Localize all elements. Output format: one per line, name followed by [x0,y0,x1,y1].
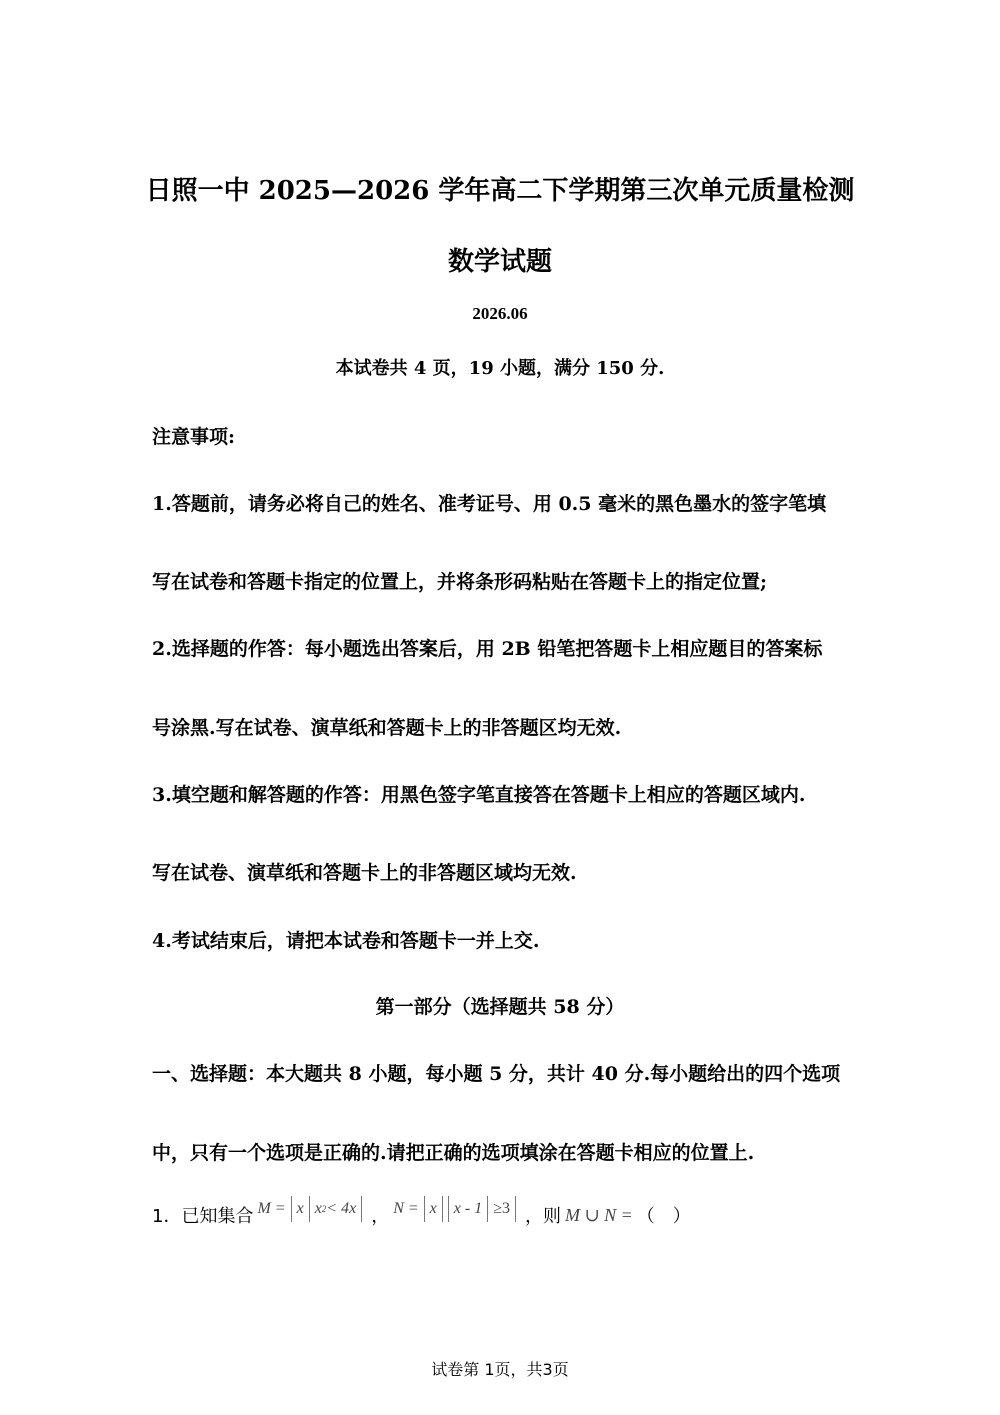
set-m-rest: < 4x [326,1200,357,1217]
set-m-expression [257,1196,367,1222]
divider [309,1196,310,1222]
answer-paren: （ ） [636,1206,691,1227]
set-m-var: x [296,1200,304,1217]
brace-right [515,1196,516,1222]
notice-line: 2.选择题的作答：每小题选出答案后，用 2B 铅笔把答题卡上相应题目的答案标 [152,638,823,660]
set-n-rest: ≥3 [493,1200,510,1217]
notice-line: 写在试卷和答题卡指定的位置上，并将条形码粘贴在答题卡上的指定位置; [152,571,768,593]
exam-title: 日照一中 2025—2026 学年高二下学期第三次单元质量检测 [145,176,855,206]
divider [442,1196,443,1222]
exam-subtitle: 数学试题 [447,247,552,277]
union-expression: M ∪ N = [565,1204,633,1225]
brace-left [291,1196,292,1222]
brace-left [424,1196,425,1222]
exam-info: 本试卷共 4 页，19 小题，满分 150 分. [335,358,665,379]
set-m-label: M = [257,1200,286,1217]
set-m-condition: x [314,1200,322,1217]
question-1-prefix: 1．已知集合 [152,1206,254,1227]
set-n-expression [393,1196,521,1222]
question-1 [152,1202,691,1228]
question-1-then: ，则 [525,1206,561,1227]
notice-line: 3.填空题和解答题的作答：用黑色签字笔直接答在答题卡上相应的答题区域内. [152,784,806,806]
set-m-exponent: 2 [321,1204,327,1214]
abs-left [448,1196,449,1222]
separator: ， [371,1206,390,1227]
brace-right [361,1196,362,1222]
part1-heading: 第一部分（选择题共 58 分） [375,996,625,1018]
notice-heading: 注意事项: [152,426,236,448]
part1-instruction: 中，只有一个选项是正确的.请把正确的选项填涂在答题卡相应的位置上. [152,1142,755,1164]
part1-instruction: 一、选择题：本大题共 8 小题，每小题 5 分，共计 40 分.每小题给出的四个选项 [152,1063,841,1085]
set-n-condition: x - 1 [453,1200,483,1217]
exam-date: 2026.06 [472,304,528,323]
notice-line: 1.答题前，请务必将自己的姓名、准考证号、用 0.5 毫米的黑色墨水的签字笔填 [152,493,827,515]
notice-line: 号涂黑.写在试卷、演草纸和答题卡上的非答题区均无效. [152,717,622,739]
abs-right [487,1196,488,1222]
page-footer: 试卷第 1页，共3页 [431,1360,569,1379]
set-n-label: N = [393,1200,419,1217]
set-n-var: x [429,1200,437,1217]
notice-line: 4.考试结束后，请把本试卷和答题卡一并上交. [152,930,540,952]
notice-line: 写在试卷、演草纸和答题卡上的非答题区域均无效. [152,862,577,884]
